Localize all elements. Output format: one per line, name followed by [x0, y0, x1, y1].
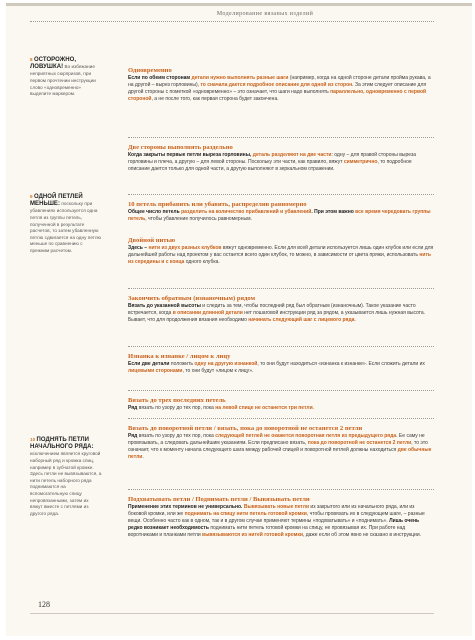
body-text: вяжут одновременно. Если для всей детали используется лишь один клубок или если для дальнейшей работы над проектом у вас остается всего один клубок, то можно, в зависимости от цвета пряжи, использовать	[128, 245, 434, 259]
section-title: Вязать до трех последних петель	[128, 397, 226, 404]
bold-text: Вязать до указанной высоты	[128, 303, 201, 310]
body-text: , даже если об этом явно не сказано в инструкции.	[302, 532, 422, 539]
bold-text: Применение этих терминов не универсально.	[128, 504, 244, 511]
section-last-three-stitches	[128, 397, 434, 412]
header-divider	[30, 21, 434, 22]
body-text: . Ее саму не провязывать, а следовать дальнейшим указаниям. Если предписано вязать,	[128, 433, 425, 447]
section-two-sides	[128, 144, 434, 173]
body-text: поднимать нити петель готовой кромки на спицу, не провязывая их. При работе над воротниками и планками петли	[128, 525, 406, 539]
section-divider	[128, 390, 434, 391]
section-double-yarn	[128, 237, 434, 266]
footer-rule	[30, 613, 434, 614]
page-number: 128	[38, 600, 50, 609]
bold-text: Здесь –	[128, 245, 149, 252]
section-divider	[128, 346, 434, 347]
highlight-text: параллельно, одновременно с первой стороной	[128, 89, 427, 103]
bold-text: Общее число петель	[128, 209, 182, 216]
section-title: Одновременно	[128, 67, 172, 74]
note-lead: ПОДНЯТЬ ПЕТЛИ НАЧАЛЬНОГО РЯДА:	[30, 437, 94, 451]
section-end-wrong-side-row	[128, 295, 434, 324]
bold-text: Ряд	[128, 405, 139, 412]
section-body	[128, 361, 434, 375]
section-title: Подхватывать петли / Поднимать петли / Вывязывать петли	[128, 496, 310, 503]
highlight-text: поднимать на спицу нити петель готовой кромки	[184, 511, 307, 518]
note-text: Во избежание неприятных сюрпризов, при первом прочтении инструкции слово «одновременно» выделите маркером.	[30, 64, 96, 97]
section-divider	[128, 288, 434, 289]
body-text: и следить за тем, чтобы последний ряд был обратным (изнаночным). Такое указание часто встречается, когда	[128, 303, 416, 317]
highlight-text: вывязываются из нитей готовой кромки	[202, 532, 303, 539]
body-text: (например, когда на одной стороне детали пройма рукава, а на другой – вырез горловины),	[128, 75, 431, 89]
highlight-text: на левой спице не останется три петли	[215, 405, 313, 412]
section-title: Закончить обратным (изнаночным) рядом	[128, 295, 256, 302]
note-number: 10	[30, 437, 36, 442]
highlight-text: нить из середины и с конца	[128, 252, 431, 266]
highlight-text: разделить на количество прибавлений и убавлений	[181, 209, 312, 216]
sidebar-note-2	[30, 194, 102, 255]
note-text: поскольку при убавлениях используется одна петля из группы петель, полученной в результате расчетов, то затем убавленную петлю сдвигается на одну петлю меньше по сравнению с прежним расчетом.	[30, 201, 102, 253]
body-text: , то они будут «лицом к лицу».	[182, 368, 254, 375]
body-text: .	[354, 317, 356, 324]
highlight-text: деталь разделяют на две части	[252, 152, 332, 159]
section-body	[128, 75, 434, 103]
body-text: положить	[170, 361, 195, 368]
section-body	[128, 504, 434, 539]
bold-text: Ряд	[128, 433, 139, 440]
highlight-text: одну на другую изнанкой	[194, 361, 258, 368]
section-title: Две стороны выполнять раздельно	[128, 144, 233, 151]
section-divider	[128, 194, 434, 195]
highlight-text: детали нужно выполнять разные шаги	[191, 75, 289, 82]
section-body	[128, 405, 434, 412]
highlight-text: Вывязывать новые петли	[243, 504, 310, 511]
page-top-edge	[6, 3, 472, 6]
section-divider	[128, 418, 434, 419]
note-lead: ОДНОЙ ПЕТЛЕЙ МЕНЬШЕ:	[30, 194, 83, 208]
highlight-text: начинать следующий шаг с лицевого ряда	[248, 317, 355, 324]
highlight-text: лицевыми сторонами	[128, 368, 183, 375]
body-text: , чтобы убавление получилось равномерным.	[145, 216, 252, 223]
body-text: , а не после того, как первая сторона будет закончена.	[151, 96, 279, 103]
sidebar-note-3	[30, 437, 102, 517]
section-body	[128, 245, 434, 266]
highlight-text: то сначала дается подробное описание для одной из сторон.	[200, 82, 354, 89]
body-text: , чтобы провязать их в следующем шаге, – разные вещи. Особенно часто как в одном, так и в другом случае применяют термины «подхватывать» и «поднимать».	[128, 511, 425, 525]
section-divider	[128, 489, 434, 490]
body-text: : одну – для правой стороны выреза горловины и плеча, а другую – для левой стороны. Поскольку эти части, как правило, вяжут	[128, 152, 417, 166]
bold-text: Если по обеим сторонам	[128, 75, 192, 82]
body-text: из закрытого или из начального ряда, или из боковой кромки, или же	[128, 504, 415, 518]
section-distribute-evenly	[128, 201, 434, 223]
section-pick-up-stitches	[128, 496, 434, 539]
section-wrong-to-wrong	[128, 353, 434, 375]
body-text: вязать по узору до тех пор, пока	[138, 433, 216, 440]
body-text: , то подробное описание дается только для одной части, а другую выполняют в зеркальном отражении.	[128, 159, 412, 173]
section-title: 10 петель прибавить или убавить, распределив равномерно	[128, 201, 307, 208]
section-body	[128, 209, 434, 223]
note-text: исключением является круговой наборный ряд и кромка спиц, например в зубчатой кромке. Здесь петли не вывязываются, а нити петель наборного ряда поднимаются на вспомогательную спицу непровязанными, затем их вяжут вместе с петлями из другого ряда.	[30, 451, 102, 516]
body-text: .	[142, 454, 144, 461]
highlight-text: пока до поворотной не останется 2 петли	[307, 440, 412, 447]
section-title: Двойной нитью	[128, 237, 176, 244]
section-simultaneously	[128, 67, 434, 103]
bold-text: Лишь очень редко возникает необходимость	[128, 518, 420, 532]
note-lead: ОСТОРОЖНО, ЛОВУШКА!	[30, 57, 77, 71]
note-number: 9	[30, 194, 33, 199]
body-text: За этим следует описание для другой стороны с пометкой «одновременно» – это означает, что шаги надо выполнять	[128, 82, 427, 96]
running-head: Моделирование вязаных изделий	[216, 11, 314, 17]
bold-text: Когда закрыты первые петли выреза горловины,	[128, 152, 253, 159]
body-text: .	[312, 405, 315, 412]
body-text: одного клубка.	[184, 259, 220, 266]
section-body	[128, 303, 434, 324]
highlight-text: следующей петлей не окажется поворотная петля из предыдущего ряда	[215, 433, 397, 440]
section-body	[128, 433, 434, 461]
body-text: , то это означает, что к моменту начала следующего шага между рабочей спицей и поворотной петлей должны находиться	[128, 440, 428, 454]
section-turning-stitch	[128, 425, 434, 461]
highlight-text: две обычные петли	[128, 447, 432, 461]
highlight-text: все время чередовать группы петель	[128, 209, 431, 223]
highlight-text: симметрично	[343, 159, 378, 166]
section-body	[128, 152, 434, 173]
highlight-text: нити из двух разных клубков	[148, 245, 222, 252]
section-title: Вязать до поворотной петли / вязать, пока до поворотной не останется 2 петли	[128, 425, 363, 432]
bold-text: . При этом важно	[311, 209, 356, 216]
section-title: Изнанка к изнанке / лицом к лицу	[128, 353, 231, 360]
body-text: , то они будут находиться «изнанка к изнанке». Если сложить детали их	[257, 361, 425, 368]
bold-text: Если две детали	[128, 361, 171, 368]
body-text: вязать по узору до тех пор, пока	[138, 405, 216, 412]
sidebar-note-1	[30, 57, 102, 98]
section-divider	[128, 137, 434, 138]
highlight-text: в описании длинной детали	[172, 310, 243, 317]
note-number: 8	[30, 57, 33, 62]
body-text: нет пошаговой инструкции ряд за рядом, а указывается лишь нужная высота. Бывает, что для продолжения вязания необходимо	[128, 310, 426, 324]
